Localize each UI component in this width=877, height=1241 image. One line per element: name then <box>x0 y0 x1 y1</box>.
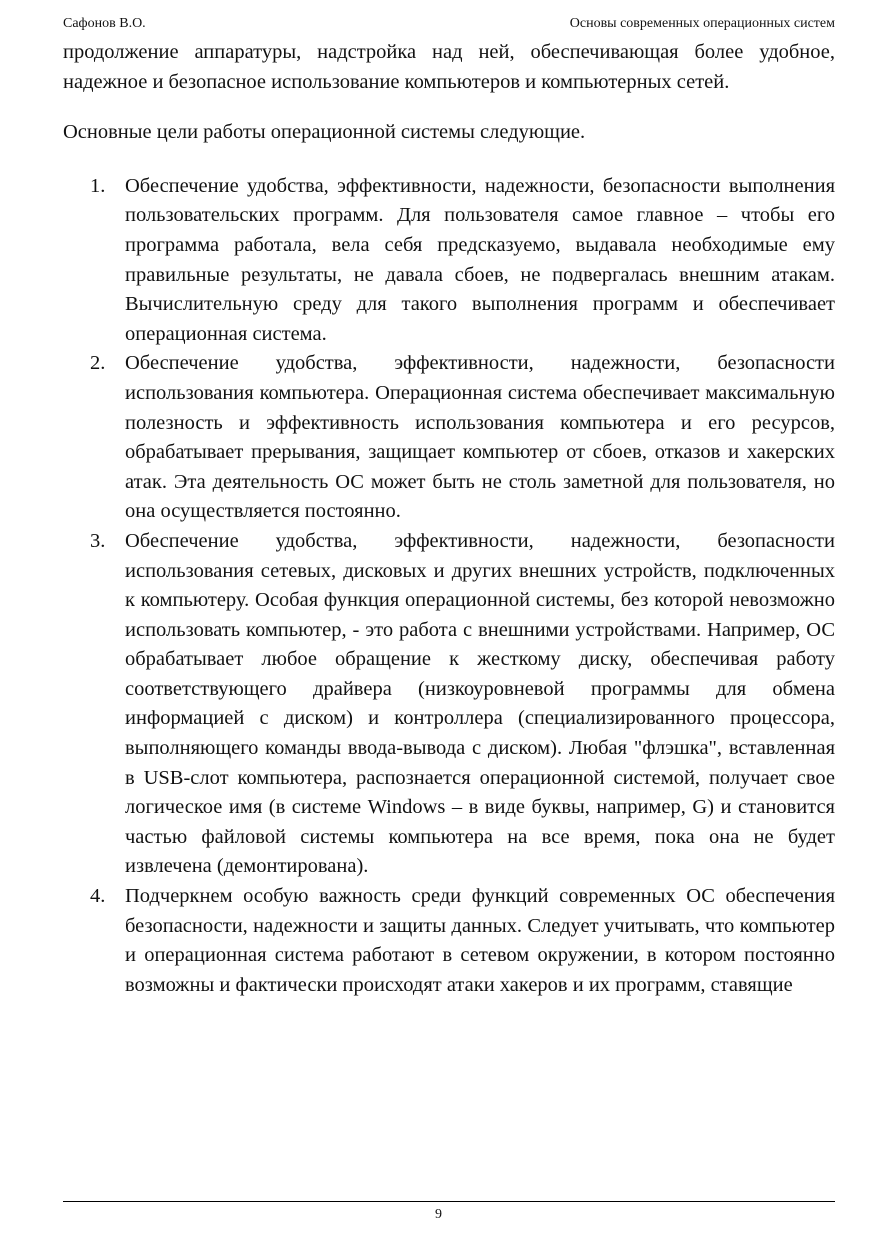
page-body <box>63 38 835 1000</box>
page-number: 9 <box>435 1207 442 1222</box>
os-goals-list <box>63 172 835 1001</box>
list-item <box>63 172 835 350</box>
list-item-number: 2. <box>90 352 106 375</box>
list-item-text: Подчеркнем особую важность среди функций современных ОС обеспечения безопасности, надежности и защиты данных. Следует учитывать, что компьютер и операционная система работают в сетевом окружении, в котором постоянно возможны и фактически происходят атаки хакеров и их программ, ставящие <box>125 885 835 996</box>
list-item <box>63 527 835 882</box>
list-item <box>63 349 835 527</box>
list-item-text: Обеспечение удобства, эффективности, надежности, безопасности использования сетевых, дисковых и других внешних устройств, подключенных к компьютеру. Особая функция операционной системы, без которой невозможно использовать компьютер, - это работа с внешними устройствами. Например, ОС обрабатывает любое обращение к жесткому диску, обеспечивая работу соответствующего драйвера (низкоуровневой программы для обмена информацией с диском) и контроллера (специализированного процессора, выполняющего команды ввода-вывода с диском). Любая "флэшка", вставленная в USB-слот компьютера, распознается операционной системой, получает свое логическое имя (в системе Windows – в виде буквы, например, G) и становится частью файловой системы компьютера на все время, пока она не будет извлечена (демонтирована). <box>125 529 835 878</box>
list-item-number: 3. <box>90 529 106 552</box>
list-item-text: Обеспечение удобства, эффективности, надежности, безопасности выполнения пользовательских программ. Для пользователя самое главное – чтобы его программа работала, вела себя предсказуемо, выдавала необходимые ему правильные результаты, не давала сбоев, не подвергалась внешним атакам. Вычислительную среду для такого выполнения программ и обеспечивает операционная система. <box>125 174 835 345</box>
list-item <box>63 882 835 1000</box>
list-item-number: 4. <box>90 885 106 908</box>
list-item-number: 1. <box>90 174 106 197</box>
footer-divider <box>63 1201 835 1202</box>
goals-intro-paragraph: Основные цели работы операционной системы следующие. <box>63 121 586 144</box>
header-author: Сафонов В.О. <box>63 16 146 31</box>
list-item-text: Обеспечение удобства, эффективности, надежности, безопасности использования компьютера. Операционная система обеспечивает максимальную полезность и эффективность использования компьютера и его ресурсов, обрабатывает прерывания, защищает компьютер от сбоев, отказов и хакерских атак. Эта деятельность ОС может быть не столь заметной для пользователя, но она осуществляется постоянно. <box>125 352 835 523</box>
continuation-paragraph: продолжение аппаратуры, надстройка над ней, обеспечивающая более удобное, надежное и безопасное использование компьютеров и компьютерных сетей. <box>63 41 835 93</box>
header-book-title: Основы современных операционных систем <box>569 16 835 31</box>
running-header <box>63 14 835 34</box>
